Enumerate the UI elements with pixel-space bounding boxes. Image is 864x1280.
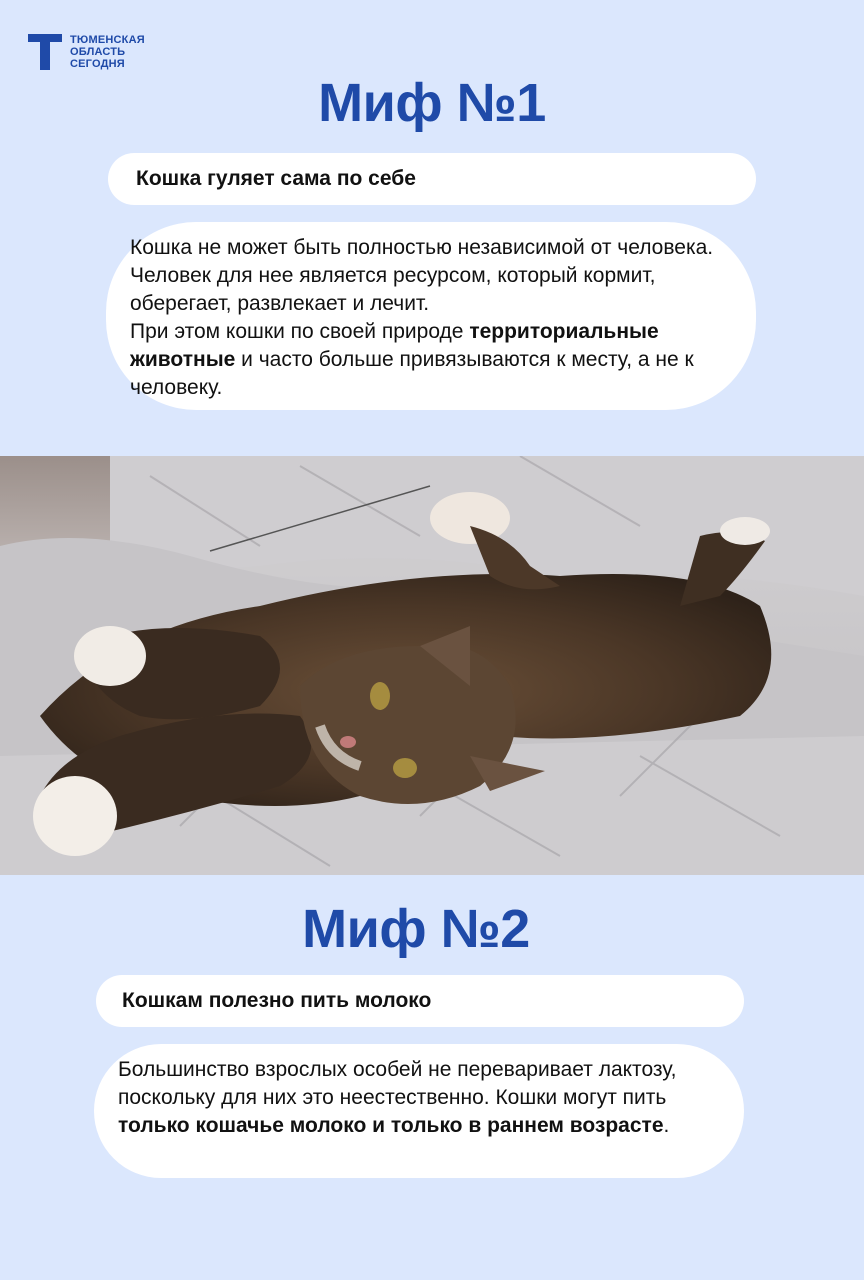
myth-2-answer-start: Большинство взрослых особей не переваривает лактозу, поскольку для них это неестественно. Кошки могут пить (118, 1058, 677, 1109)
myth-1-answer-p2-start: При этом кошки по своей природе (130, 320, 470, 343)
cat-photo (0, 456, 864, 875)
myth-1-answer-p1: Кошка не может быть полностью независимой от человека. Человек для нее является ресурсом, который кормит, оберегает, развлекает и лечит. (130, 236, 714, 315)
myth-1-answer-p2-bold: территориальные животные (130, 320, 659, 371)
myth-1-question: Кошка гуляет сама по себе (108, 153, 756, 205)
cat-photo-illustration (0, 456, 864, 875)
myth-2-answer (94, 1044, 744, 1178)
logo-text (70, 34, 145, 70)
logo-line-1: ТЮМЕНСКАЯ (70, 34, 145, 46)
myth-2-title: Миф №2 (302, 899, 530, 959)
logo-line-2: ОБЛАСТЬ (70, 46, 126, 58)
myth-2-answer-bold: только кошачье молоко и только в раннем возрасте (118, 1114, 664, 1137)
myth-1-answer-p2-end: и часто больше привязываются к месту, а не к человеку. (130, 348, 694, 399)
myth-2-answer-end: . (663, 1114, 670, 1137)
myth-2-question: Кошкам полезно пить молоко (96, 975, 744, 1027)
logo-line-3: СЕГОДНЯ (70, 58, 125, 70)
myth-1-title: Миф №1 (318, 73, 546, 133)
myth-1-answer (106, 222, 756, 410)
brand-logo (28, 34, 145, 70)
logo-t-icon (28, 34, 62, 70)
